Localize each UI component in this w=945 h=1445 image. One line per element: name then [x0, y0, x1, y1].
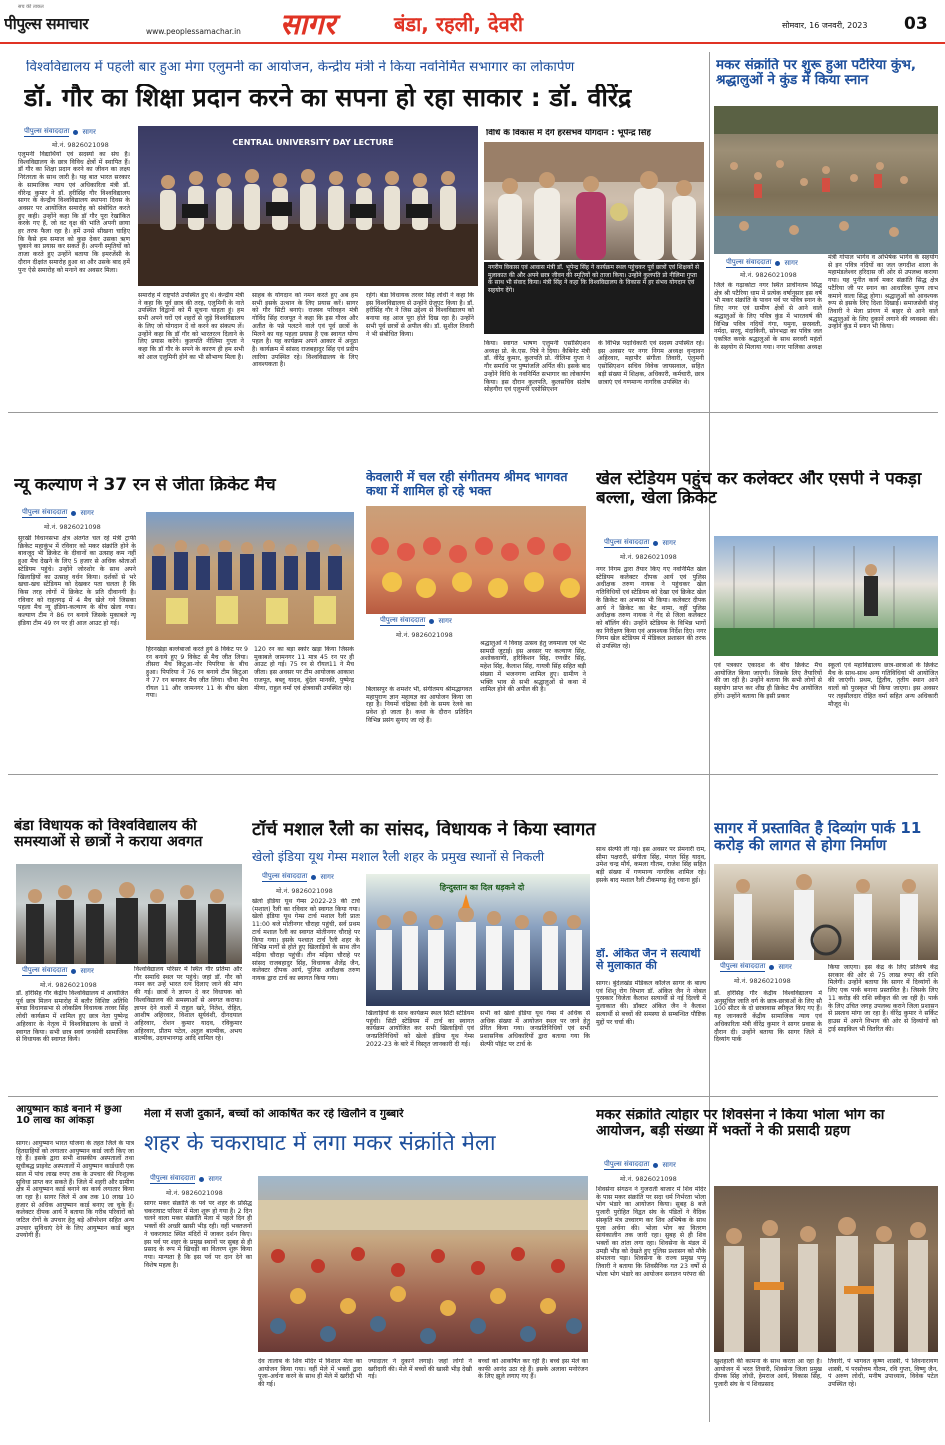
place-name: सागर	[208, 1174, 222, 1183]
mela-col-4: बच्चों को आकर्षित कर रही है। बच्चे इस मेले का काफी आनंद उठा रहे हैं। इसके अलावा मनोरंजन के लिए झूले लगाए गए हैं।	[478, 1358, 588, 1381]
city-block	[272, 2, 600, 42]
mela-byline	[150, 1174, 222, 1184]
mela-photo	[258, 1176, 588, 1352]
lead-byline	[24, 127, 96, 137]
makar-byline	[726, 258, 798, 268]
bullet-icon	[311, 875, 316, 880]
makar-col-2: मंत्री गोपाल भार्गव व अभिषेक भार्गव के सहयोग से इन पवित्र नदियों का जल जगदीश शाला के महामंडलेश्वर हरिदास जी ओर से उपलब्ध कराया गया। यह पुनीत कार्य मकर संक्रांति सिद्ध क्षेत्र पटैरिया जी पर स्नान का आधारिक पुण्य लाभ कमाने वाला सिद्ध होगा। श्रद्धालुओं को आवश्यक रूप से इसके लिए दिशा दिखाई। समाजसेवी संजू तिवारी ने मेला प्रांगण में बाहर से आने वाले श्रद्धालुओं के लिए दुकानें लगाने की व्यवस्था की। उन्होंने कुंड में स्नान भी किया।	[828, 254, 938, 331]
divyang-photo	[714, 864, 938, 960]
stadium-col-2: एवं पत्रकार एकादश के बीच क्रिकेट मैच आयोजित किया जाएगी। जिसके लिए तैयारियों की जा रही है। उन्होंने बताया कि सभी लोगों से सहयोग प्राप्त कर शीघ्र ही क्रिकेट मैच आयोजित होंगे। उन्होंने बताया कि इसी प्रकार	[714, 662, 822, 700]
cricket-byline	[22, 508, 94, 518]
torch-banner: हिन्दुस्तान का दिल धड़कने दो	[439, 883, 525, 892]
banda-photo	[16, 864, 242, 964]
students-illustration	[16, 864, 242, 964]
divyang-col-1: डॉ. हरिसिंह गौर केंद्रीय विश्वविद्यालय में अनुसूचित जाति वर्ग के छात्र-छात्राओं के लिए सौ 100 सीटर के दो छात्रावास स्वीकृत किए गए हैं। यह जानकारी केंद्रीय सामाजिक न्याय एवं अधिकारिता मंत्री वीरेंद्र कुमार ने सागर प्रवास के दौरान दी। उन्होंने बताया कि सागर जिले में दिव्यांग पार्क	[714, 990, 822, 1044]
shivsena-headline: मकर संक्रांति त्योहार पर शिवसेना ने किया भोला भोग का आयोजन, बड़ी संख्या में भक्तों ने की प्रसादी ग्रहण	[596, 1108, 885, 1139]
mela-mobile: मो.नं. 9826021098	[166, 1189, 223, 1197]
lead-headline: डॉ. गौर का शिक्षा प्रदान करने का सपना हो रहा साकार : डॉ. वीरेंद्र	[24, 84, 632, 112]
masthead	[0, 0, 945, 44]
banda-byline	[22, 966, 94, 976]
batting-net-illustration	[714, 536, 938, 656]
inset-title: विधि के विकास में देंगे हरसंभव योगदान : भूपेन्द्र सिंह	[486, 129, 651, 138]
cricket-col-3: 120 रन का बड़ा स्कोर खड़ा किया जिसके मुकाबले जामनगर 11 मात्र 45 रन पर ही आउट हो गई। 75 रन से रॉयल11 ने मैच जीता। इस अवसर पर टीम आयोजक आकाश राजपूत, बब्लू यादव, बुंदेल मानकी, पुष्पेन्द्र मीणा, राहुल वर्मा एवं क्षेत्रवासी उपस्थित रहे।	[254, 646, 354, 692]
column-divider	[709, 52, 710, 1422]
shivsena-col-1: शिवसेना संगठन ने गुजराती बाजार में शिव मंदिर के पास मकर संक्रांति पर सदा धर्म निर्भरता भोला भोग भंडारे का आयोजन किया। सुबह 8 बजे पुजारी पुरोहित विद्वत संघ के पंडितों ने वैदिक संस्कृति मंत्र उच्चारण कर शिव अभिषेक के साथ पूजा अर्चना की। भोला भोग का वितरण सायंकालीन तक जारी रहा। सुबह से ही शिव भक्तों का तांता लगा रहा। शिवसेना के मंडल में उमड़ी भीड़ को देखते हुए पुलिस प्रशासन को मौके संभालना पड़ा। शिवसेना के राज्य प्रमुख पप्पू तिवारी ने बताया कि शिवसैनिक गत 23 वर्षों से भोला भोग भंडारे का आयोजन सनातन परंपरा की	[596, 1186, 706, 1278]
mela-headline: शहर के चकराघाट में लगा मकर संक्रांति मेला	[144, 1132, 496, 1156]
place-name: सागर	[662, 1160, 676, 1169]
bullet-icon	[199, 1177, 204, 1182]
makar-headline: मकर संक्रांति पर शुरू हुआ पटैरिया कुंभ, श्रद्धालुओं ने कुंड में किया स्नान	[716, 58, 916, 89]
bullet-icon	[769, 965, 774, 970]
ankit-headline: डॉ. अंकित जैन ने सत्यार्थी से मुलाकात की	[596, 948, 701, 973]
bhagwat-col-2: श्रद्धालुओं ने विवाह उत्सव हेतु जयमाला एवं भेंट सामग्री जुटाई। इस अवसर पर कल्याण सिंह, अशोकवाणी, हरिकिशन सिंह, रणधीर सिंह, महेश सिंह, कैलाश सिंह, गायत्री सिंह सहित बड़ी संख्या में भजनगण शामिल हुए। ग्रामीण ने भक्ति भाव से सभी श्रद्धालुओं से कथा में शामिल होने की अपील की है।	[480, 640, 586, 694]
reporter-name: पीपुल्स संवाददाता	[604, 538, 650, 546]
inset-caption: नगरीय विकास एवं आवास मंत्री डॉ. भूपेन्द्र सिंह ने कार्यक्रम स्थल पहुंचकर पूर्व छात्रों एवं शिक्षकों से मुलाकात की और अपने छात्र जीवन की स्मृतियों को ताजा किया। उन्होंने कुलपति प्रो नीलिमा गुप्ता के साथ भी संवाद किया। मंत्री सिंह ने कहा कि विश्वविद्यालय के विकास में हर संभव योगदान एवं सहयोग देंगे।	[484, 262, 704, 334]
cricket-photo	[146, 512, 354, 640]
rally-illustration	[366, 874, 590, 1006]
stadium-headline: खेल स्टेडियम पहुंच कर कलेक्टर और एसपी ने पकड़ा बल्ला, खेला क्रिकेट	[596, 470, 922, 509]
makar-mobile: मो.नं. 9826021098	[740, 271, 797, 279]
lecture-banner: CENTRAL UNIVERSITY DAY LECTURE	[232, 138, 394, 147]
stadium-byline	[604, 538, 676, 548]
issue-date: सोमवार, 16 जनवरी, 2023	[782, 21, 868, 30]
reporter-name: पीपुल्स संवाददाता	[720, 962, 766, 970]
tricycle-distribution-illustration	[714, 864, 938, 960]
bullet-icon	[653, 1163, 658, 1168]
place-name: सागर	[662, 538, 676, 547]
divyang-col-2: किया जाएगा। इस केंद्र के लिए प्रतिवर्ष केंद्र सरकार की ओर से 75 लाख रुपए की राशि मिलेगी। उन्होंने बताया कि सागर में दिव्यांगों के लिए एक पार्क बनाना प्रस्तावित है। जिसके लिए 11 करोड़ की राशि स्वीकृत की जा रही है। पार्क के लिए उचित जगह उपलब्ध कराने जिला प्रशासन से प्रस्ताव मांगा जा रहा है। वीरेंद्र कुमार ने सर्किट हाउस में अपने विभाग की ओर से दिव्यांगों को ट्राई साइकिल भी वितरित की।	[828, 964, 938, 1033]
mela-kicker: मेला में सजी दुकानें, बच्चों को आकर्षित कर रहे खिलौने व गुब्बारे	[144, 1108, 404, 1120]
ayushman-headline: आयुष्मान कार्ड बनाने में छुआ 10 लाख का आंकड़ा	[16, 1104, 122, 1127]
dignitaries-illustration	[138, 126, 478, 286]
fair-crowd-illustration	[258, 1176, 588, 1352]
lead-col-6: के विभिन्न पदाधिकारी एवं सदस्य उपस्थित रहे। इस अवसर पर नगर निगम अध्यक्ष वृन्दावन अहिरवार, महापौर संगीता तिवारी, एलुमनी एसोसिएशन सचिव विवेक जायसवाल, सहित बड़ी संख्या में शिक्षक, अधिकारी, कर्मचारी, छात्र छात्राएं एवं गणमान्य नागरिक उपस्थित थे।	[598, 340, 704, 386]
lead-col-1: एलुमनी विद्यार्थियों एवं सदस्यों का संघ है। विश्वविद्यालय के छात्र विविध क्षेत्रों में स्थापित हैं। डॉ गौर का शिक्षा प्रदान करने का जीवन का लक्ष्य निरंतरता के साथ जारी है। यह बात भारत सरकार के सामाजिक न्याय एवं अधिकारिता मंत्री डॉ. वीरेन्द्र कुमार ने डॉ. हरीसिंह गौर विश्वविद्यालय सागर के केन्द्रीय विश्वविद्यालय स्थापना दिवस के अवसर पर आयोजित समारोह को संबोधित करते हुए कही। उन्होंने कहा कि डॉ गौर पूरा रेखांकित करके गए हैं, जो वट वृक्ष की भांति अपनी छाया हर तरफ फैला रहा है। हमें उनसे सीखना चाहिए कि कैसे हम समाज को कुछ देकर उसका ऋण चुकाने का प्रयास कर सकते हैं। अपनी स्मृतियों को ताजा करते हुए उन्होंने बताया कि इमरजेंसी के दौरान दीक्षांत समारोह हुआ था और उसके बाद हमें पुनः ऐसे समारोह को मनाने का अवसर मिला।	[18, 151, 130, 274]
lead-col-5: किया। स्वागत भाषण एलुमनी एसोसिएशन अध्यक्ष प्रो. के.एस. पित्रे ने दिया। कैबिनेट मंत्री डॉ. वीरेंद्र कुमार, कुलपति प्रो. नीलिमा गुप्ता ने गौर समाधि पर पुष्पांजलि अर्पित की। इसके बाद उन्होंने विधि के नवनिर्मित सभागार का लोकार्पण किया। इस दौरान कुलपति, कुलसचिव संतोष सोहगौरा एवं एलुमनी एसोसिएशन	[484, 340, 590, 394]
cricket-col-1: सुरखी विधानसभा क्षेत्र अंतर्गत चल रहे मंत्री ट्राफी क्रिकेट महाकुंभ में रविवार को मकर संक्रांति होने के बावजूद भी क्रिकेट के दीवानों का उत्साह कम नहीं हुआ मैच देखने के लिए 5 हजार से अधिक श्रोताओं स्टेडियम पहुंचे। उन्होंने जोरशोर के साथ अपने खिलाड़ियों का उत्साह वर्धन किया। दर्शकों से भरे खचा-खच स्टेडियम को देखकर पता चलता है कि किस तरह लोगों में क्रिकेट के प्रति दीवानगी है। रविवार को राहतगढ़ में 4 मैच खेले गये जिसका पहला मैच न्यू इंडिया-कल्याण के बीच खेला गया। कल्याण टीम ने 86 रन बनाये जिसके मुकाबले न्यू इंडिया टीम 49 रन पर ही आल आउट हो गई।	[18, 535, 136, 627]
stadium-photo	[714, 536, 938, 656]
bhagwat-col-1: बिलासपुर के शमशेर भी, संगीतमय श्रीमद्भागवत महापुराण ज्ञान महायज्ञ का आयोजन किया जा रहा है। नियमों चंद्रिका देवी के समय रेलवे का प्रवेश हो जाता है। कथा के दौरान प्रतिदिन विभिन्न प्रसंग सुनाए जा रहे हैं।	[366, 686, 472, 724]
stadium-col-1: नगर निगम द्वारा तैयार किए गए नवनिर्मित खेल स्टेडियम कलेक्टर दीपक आर्य एवं पुलिस अधीक्षक तरुण नायक ने पहुंचकर खेल गतिविधियों एवं स्टेडियम को देखा एवं क्रिकेट खेल के क्रिकेट का अभ्यास भी किया। कलेक्टर दीपक आर्य ने क्रिकेट का बैट थामा, वहीं पुलिस अधीक्षक तरुण नायक ने गेंद से जिला कलेक्टर को बॉलिंग की। उन्होंने स्टेडियम के विभिन्न भागों का निरीक्षण किया एवं आवश्यक निर्देश दिए। नगर निगम खेल स्टेडियम में मेडिकल प्रशासन की तरफ से उपस्थित रहे।	[596, 566, 706, 651]
reporter-name: पीपुल्स संवाददाता	[726, 258, 772, 266]
section-divider	[8, 1096, 938, 1097]
bhagwat-mobile: मो.नं. 9826021098	[396, 631, 453, 639]
stadium-col-3: स्कूलों एवं महाविद्यालय छात्र-छात्राओं के क्रिकेट मैच के साथ-साथ अन्य गतिविधियां भी आयोजित की जाएंगी। प्रथम, द्वितीय, तृतीय स्थान आने वालों को पुरस्कृत भी किया जाएगा। इस अवसर पर तहसीलदार रोहित वर्मा सहित अन्य अधिकारी मौजूद थे।	[828, 662, 938, 708]
divyang-mobile: मो.नं. 9826021098	[734, 977, 791, 985]
torch-col-2: खिलाड़ियों के साथ कार्यक्रम स्थल सिटी स्टेडियम पहुंची। सिटी स्टेडियम में टार्च का स्वागत कार्यक्रम आयोजित कर सभी खिलाड़ियों एवं जनप्रतिनिधियों को खेलो इंडिया यूथ गेम्स 2022-23 के बारे में विस्तृत जानकारी दी गई।	[366, 1010, 474, 1048]
lead-photo	[138, 126, 478, 286]
minister-illustration	[484, 142, 704, 260]
city-name: सागर	[280, 7, 336, 41]
bullet-icon	[429, 619, 434, 624]
cricket-mobile: मो.नं. 9826021098	[44, 523, 101, 531]
reporter-name: पीपुल्स संवाददाता	[24, 127, 70, 135]
shivsena-byline	[604, 1160, 676, 1170]
place-name: सागर	[784, 258, 798, 267]
stadium-mobile: मो.नं. 9826021098	[620, 553, 677, 561]
place-name: सागर	[82, 127, 96, 136]
kund-bathers-illustration	[714, 106, 938, 254]
banda-headline: बंडा विधायक को विश्वविद्यालय की समस्याओं से छात्रों ने कराया अवगत	[14, 818, 203, 851]
ankit-col-1: सागर। बुंदेलखंड मेडिकल कॉलेज सागर के बाल्य एवं शिशु रोग विभाग डॉ. अंकित जैन ने नोबल पुरस्कार विजेता कैलाश सत्यार्थी से नई दिल्ली में मुलाकात की। डॉक्टर अंकित जैन ने कैलाश सत्यार्थी से बच्चों की समस्या से सम्बन्धित पौष्टिक मुद्दों पर चर्चा की।	[596, 980, 706, 1026]
place-name: सागर	[778, 962, 792, 971]
torch-subhead: खेलो इंडिया यूथ गेम्स मशाल रैली शहर के प्रमुख स्थानों से निकली	[252, 850, 545, 864]
banda-col-1: डॉ. हरिसिंह गौर केंद्रीय विश्वविद्यालय में आयोजित पूर्व छात्र मिलन समारोह में बतौर विशिष्ट अतिथि बण्डा विधानसभा से लोकप्रिय विधायक तरवर सिंह लोधी कार्यक्रम में शामिल हुए छात्र नेता पुष्पेन्द्र अहिरवार के नेतृत्व में विश्वविद्यालय के छात्रों ने स्वागत किया। सभी छात्र स्वयं जनसेवी सामाजिक से विधायक की स्वागत किये।	[16, 990, 128, 1044]
place-name: सागर	[80, 508, 94, 517]
torch-byline	[262, 872, 334, 882]
torch-col-3: सभी को खेलो इंडिया यूथ गेम्स में अधिक से अधिक संख्या में आयोजन स्थल पर जाने हेतु प्रेरित किया गया। जनप्रतिनिधियों एवं सभी प्रशासनिक अधिकारियों द्वारा बताया गया कि सेल्फी पॉइंट पर टार्च के	[480, 1010, 590, 1048]
cricket-headline: न्यू कल्याण ने 37 रन से जीता क्रिकेट मैच	[14, 476, 276, 495]
shivsena-photo	[714, 1186, 938, 1352]
mela-col-2: देव तालाब के शिव मंदिर में विशाल मेला का आयोजन किया गया। वहीं मेले में भक्तों द्वारा पूजा-अर्चना करने के साथ ही मेले में खरीदी भी की गई।	[258, 1358, 362, 1389]
lead-col-4: रहेंगे। बंडा विधायक तरवर सिंह लोधी ने कहा कि इस विश्वविद्यालय से उन्होंने ग्रेजुएट किया है। डॉ. हरीसिंह गौर ने जिस उद्देश्य से विश्वविद्यालय को बनाया वह आज पूरा होते दिख रहा है। उन्होंने सभी पूर्व छात्रों से अपील की। डॉ. सुशील तिवारी ने भी संबोधित किया।	[366, 292, 474, 338]
torch-col-1: खेलो इंडिया यूथ गेम्स 2022-23 की टार्च (मशाल) रैली का रविवार को स्वागत किया गया। खेलो इंडिया यूथ गेम्स टार्च मशाल रैली प्रातः 11:00 बजे मोतीनगर चौराहा पहुंची, सर्व प्रथम टार्च मशाल रैली का स्वागत मोतीनगर चौराहे पर किया गया। इसके पश्चात टार्च रैली शहर के विभिन्न मार्गों से होते हुए खिलाड़ियों के साथ तीन मढ़िया चौराहा पहुंची। तीन मढ़िया चौराहे पर सांसद राजबहादुर सिंह, विधायक शैलेंद्र जैन, कलेक्टर दीपक आर्य, पुलिस अधीक्षक तरुण नायक द्वारा टार्च का स्वागत किया गया।	[252, 898, 360, 983]
brand-logo	[4, 4, 142, 38]
reporter-name: पीपुल्स संवाददाता	[262, 872, 308, 880]
mela-col-3: ज्यादातर ने दुकानें लगाई। जहां लोगों ने खरीदारी की। मेले में बच्चों की खासी भीड़ देखी गई।	[368, 1358, 472, 1381]
place-name: सागर	[80, 966, 94, 975]
bullet-icon	[71, 511, 76, 516]
bullet-icon	[653, 541, 658, 546]
bullet-icon	[71, 969, 76, 974]
cricket-col-2: हिरनखेड़ा बल्लेबाजों करते हुये 8 विकेट पर 9 रन बनाये हुए 9 विकेट से मैच जीत लिया। तीसरा मैच किटुआ-नोर पिपरिया के बीच हुआ। पिपरिया ने 76 रन बनाये टीम किटुआ ने 77 रन बनाकर मैच जीत लिया। चौथा मैच रॉयल 11 और जामनगर 11 के बीच खेला गया।	[146, 646, 248, 700]
devotees-illustration	[366, 506, 586, 614]
makar-photo	[714, 106, 938, 254]
makar-col-1: जिले के गढ़ाकोटा नगर स्थित प्राचीनतम सिद्ध क्षेत्र श्री पटैरिया धाम में प्रत्येक वर्षानुसार इस वर्ष भी मकर संक्रांति के पावन पर्व पर पवित्र स्नान के लिए नगर एवं ग्रामीण क्षेत्रों से आने वाले श्रद्धालुओं के लिए पवित्र कुंड में भारतवर्ष की विभिन्न पवित्र नदियों गंगा, यमुना, सरस्वती, नर्मदा, सरयू, मंदाकिनी, सोनभद्रा का पवित्र जल एकत्रित करके श्रद्धालुओं के साथ सरवरी महंतों के सहयोग से मिलाया गया। नगर पालिका अध्यक्ष	[714, 282, 822, 351]
shivsena-col-3: तिवारी, पं भागवत कृष्ण शास्त्री, पं शिवनारायण शास्त्री, पं परसोत्तम गौतम, रवि गुप्ता, विष्णु जैन, पं अरुण लोधी, मनीष उपाध्याय, विवेक पटेल उपस्थित रहे।	[828, 1358, 938, 1389]
inset-photo	[484, 142, 704, 260]
divyang-headline: सागर में प्रस्तावित है दिव्यांग पार्क 11 करोड़ की लागत से होगा निर्माण	[714, 820, 922, 854]
reporter-name: पीपुल्स संवाददाता	[22, 508, 68, 516]
shivsena-col-2: खुशहाली की कामना के साथ करता आ रहा है। आयोजन में भरत तिवारी, शिवसेना जिला प्रमुख दीपक सिंह लोधी, हेमराज आर्य, विकास सिंह, पुजारी संघ के पं शिवप्रसाद	[714, 1358, 822, 1389]
torch-headline: टॉर्च मशाल रैली का सांसद, विधायक ने किया स्वागत	[252, 820, 596, 840]
lead-kicker: विश्वविद्यालय में पहली बार हुआ मेगा एलुमनी का आयोजन, केन्द्रीय मंत्री ने किया नवनिर्मित सभागार का लोकार्पण	[26, 60, 575, 75]
page-number: 03	[904, 14, 928, 34]
website-url[interactable]: www.peoplessamachar.in	[146, 27, 241, 36]
banda-mobile: मो.नं. 9826021098	[40, 981, 97, 989]
torch-mobile: मो.नं. 9826021098	[276, 887, 333, 895]
divyang-byline	[720, 962, 792, 972]
brand-tag: सच की ताकत	[18, 4, 44, 10]
reporter-name: पीपुल्स संवाददाता	[22, 966, 68, 974]
prasad-crowd-illustration	[714, 1186, 938, 1352]
reporter-name: पीपुल्स संवाददाता	[380, 616, 426, 624]
place-name: सागर	[320, 872, 334, 881]
bhagwat-headline: केवलारी में चल रही संगीतमय श्रीमद भागवत कथा में शामिल हो रहे भक्त	[366, 470, 568, 498]
section-divider	[8, 412, 938, 413]
banda-col-2: विश्वविद्यालय परिसर में स्थित गौर प्रतिमा और गौर समाधि स्थल पर पहुंचे। जहां डॉ. गौर को नमन कर उन्हें भारत रत्न दिलाए जाने की मांग की गई। छात्रों ने ज्ञापन दे कर विधायक को विश्वविद्यालय की समस्याओं से अवगत कराया। ज्ञापन देने वालों में राहुल खरे, नितेश, रोहित, आशीष अहिरवार, विशाल सूर्यवंशी, दीनदयाल अहिरवार, रोशन कुमार यादव, रविकुमार अहिरवार, प्रीतम पटेल, अतुल बाल्मीक, अभय बाल्मीक, उदयभानगढ़ आदि शामिल रहे।	[134, 966, 242, 1043]
place-name: सागर	[438, 616, 452, 625]
city-subtitle: बंडा, रहली, देवरी	[394, 12, 524, 36]
ayushman-col-1: सागर। आयुष्मान भारत योजना के तहत जिले के पात्र हितग्राहियों को लगातार आयुष्मान कार्ड जारी किए जा रहे हैं। इसके द्वारा सभी शासकीय अस्पतालों तथा सूचीबद्ध प्राइवेट अस्पतालों में आयुष्मान कार्डधारी एक साल में पांच लाख रुपए तक के उपचार की निःशुल्क सुविधा प्राप्त कर सकते हैं। जिले में शहरी और ग्रामीण क्षेत्र में आयुष्मान कार्ड बनाने का कार्य लगातार किया जा रहा है। सागर जिले में अब तक 10 लाख 10 हजार से अधिक आयुष्मान कार्ड बनाए जा चुके हैं। कलेक्टर दीपक आर्य ने बताया कि गरीब परिवारों को जटिल रोगों के उपचार हेतु बड़े ऑपरेशन सहित अन्य उपचार सुविधाएं देने के लिए आयुष्मान कार्ड बहुत उपयोगी है।	[16, 1140, 134, 1240]
reporter-name: पीपुल्स संवाददाता	[150, 1174, 196, 1182]
bhagwat-photo	[366, 506, 586, 614]
bullet-icon	[73, 130, 78, 135]
lead-mobile: मो.नं. 9826021098	[52, 141, 109, 149]
brand-name: पीपुल्स समाचार	[4, 15, 89, 33]
section-divider	[8, 774, 938, 775]
lead-col-3: साहब के योगदान को नमन करते हुए अब हम सभी इसके उत्थान के लिए प्रयास करें। सागर को गौर सिटी बनाएं। राजस्व परिवहन मंत्री गोविंद सिंह राजपूत ने कहा कि इस गौरव और अतीत के पन्ने पलटने वाले एवं पूर्व छात्रों के मिलने का यह पहला प्रयास है एक स्वागत योग्य पहल है। यह कार्यक्रम अपने आकार में अनूठा है। कार्यक्रम में सांसद राजबहादुर सिंह एवं प्रदीप लारिया उपस्थित रहे। विश्वविद्यालय के लिए आवश्यकता है।	[252, 292, 358, 369]
torch-col-4: साथ सेल्फी ली गई। इस अवसर पर प्रेमनारी राम, सीमा पक्षरारी, संगीता सिंह, मंगल सिंह यादव, उमेश चन्द्र मौर्य, कमला गौतम, राजेश सिंह सहित बड़ी संख्या में गणमान्य नागरिक शामिल रहे। इसके बाद मशाल रैली टीकमगढ़ हेतु रवाना हुई।	[596, 846, 706, 884]
bhagwat-byline	[380, 616, 452, 626]
torch-photo	[366, 874, 590, 1006]
lead-col-2: समारोह में राष्ट्रपति उपस्थित हुए थे। केन्द्रीय मंत्री ने कहा कि पूर्व छात्र की तरह, एलुमिनी के नाते उपस्थित विद्वानों को मैं सूचना चाहता हूं। हम सभी अपने घरों एवं शहरों से जुड़े विश्वविद्यालय के लिए जो योगदान दें वो करने का संकल्प लें। उन्होंने कहा कि डॉ गौर को भारतरत्न दिलाने के लिए प्रयास करेंगे। कुलपति नीलिमा गुप्ता ने कहा कि डॉ गौर के सपने के कारण ही हम सभी को आज एलुमिनी होने का भी सौभाग्य मिला है।	[138, 292, 244, 361]
shivsena-mobile: मो.नं. 9826021098	[620, 1175, 677, 1183]
team-illustration	[146, 512, 354, 640]
bullet-icon	[775, 261, 780, 266]
reporter-name: पीपुल्स संवाददाता	[604, 1160, 650, 1168]
mela-col-1: सागर मकर संक्रांति के पर्व पर शहर के प्रसिद्ध चकराघाट परिसर में मेला शुरू हो गया है। 2 दिन चलने वाला मकर संक्रांति मेला में पहले दिन ही भक्तों की अच्छी खासी भीड़ रही। वहीं भक्तजनों ने चकराघाट स्थित मंदिरों में जाकर दर्शन किए। इस पर्व पर शहर के प्रमुख स्थानों पर सुबह से ही प्रसाद के रूप में खिचड़ी का वितरण शुरू किया गया। मान्यता है कि इस पर्व पर दान देने का विशेष महत्व है।	[144, 1200, 252, 1269]
